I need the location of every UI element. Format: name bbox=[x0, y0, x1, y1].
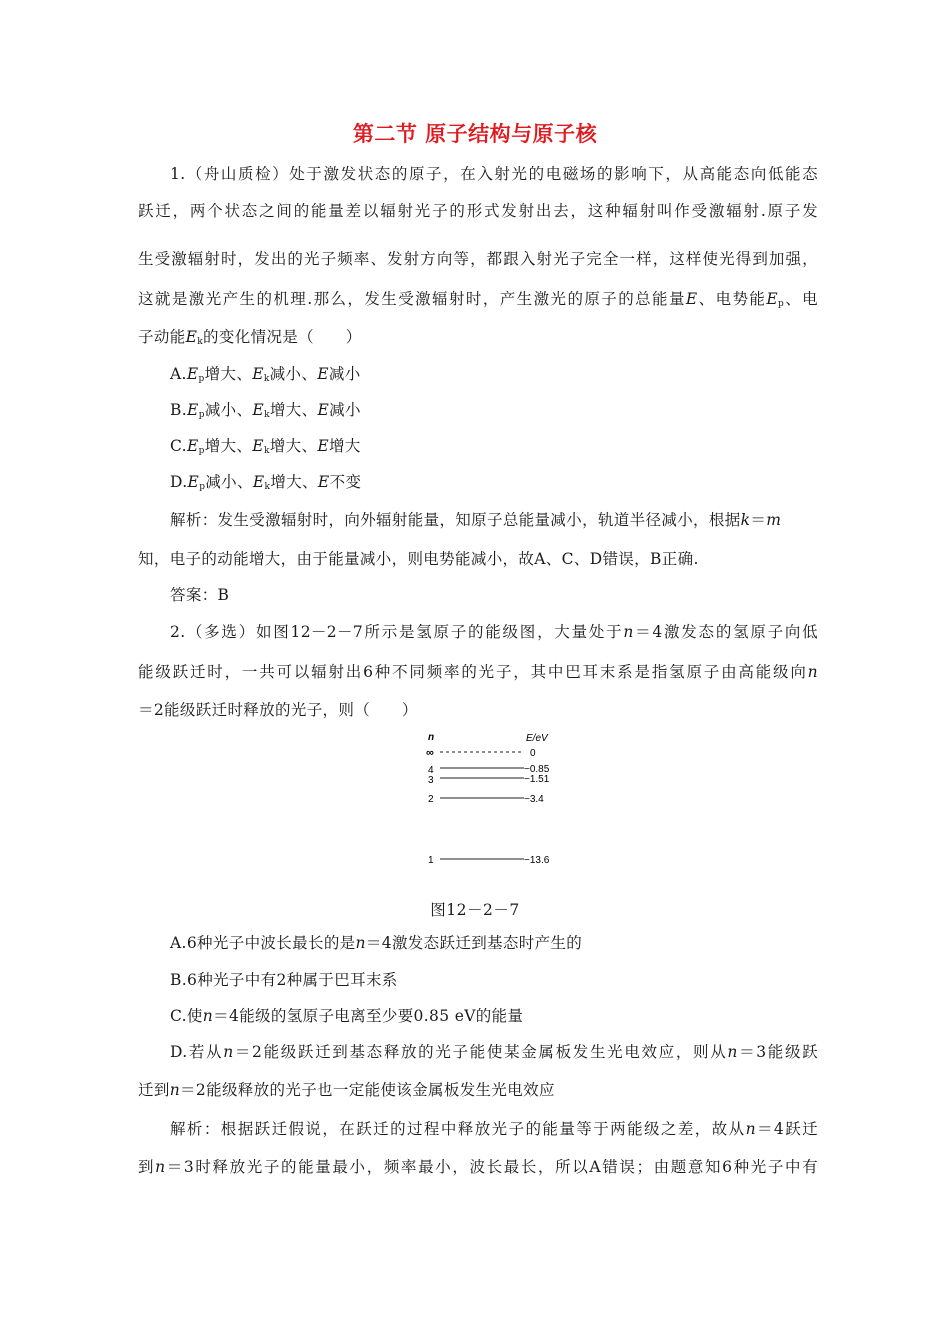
option-b-label: B. bbox=[170, 401, 188, 419]
analysis-text-b: ＝4跃迁 bbox=[755, 1120, 818, 1138]
q1-option-c bbox=[170, 436, 850, 461]
q2-option-c bbox=[170, 1006, 850, 1026]
symbol-k: k bbox=[740, 511, 751, 529]
symbol-e: E bbox=[317, 437, 330, 455]
symbol-ep: E bbox=[187, 473, 200, 491]
analysis-text: 解析：发生受激辐射时，向外辐射能量，知原子总能量减小，轨道半径减小，根据 bbox=[170, 511, 741, 529]
q1-answer: 答案：B bbox=[170, 586, 230, 604]
q2-option-d-line-1 bbox=[170, 1042, 818, 1062]
q2-analysis-line-2 bbox=[138, 1157, 818, 1177]
option-d-text-e: ＝2能级释放的光子也一定能使该金属板发生光电效应 bbox=[180, 1081, 555, 1099]
option-a-label: A. bbox=[170, 365, 187, 383]
symbol-e: E bbox=[317, 401, 330, 419]
q1-line-3: 生受激辐射时，发出的光子频率、发射方向等，都跟入射光子完全一样，这样使光得到加强， bbox=[138, 250, 818, 268]
subscript-k: k bbox=[264, 410, 270, 420]
q2-line-2-text: 能级跃迁时，一共可以辐射出6种不同频率的光子，其中巴耳末系是指氢原子由高能级向 bbox=[138, 663, 808, 681]
option-b-text-b: 增大、 bbox=[269, 401, 318, 419]
analysis-equals: ＝ bbox=[750, 511, 767, 529]
option-a-text-b: ＝4激发态跃迁到基态时产生的 bbox=[365, 934, 583, 952]
level-energy-value: −1.51 bbox=[524, 774, 550, 785]
symbol-n: n bbox=[202, 1007, 214, 1025]
level-energy-value: −0.85 bbox=[524, 764, 550, 775]
symbol-e: E bbox=[317, 473, 330, 491]
q1-line-2: 跃迁，两个状态之间的能量差以辐射光子的形式发射出去，这种辐射叫作受激辐射.原子发 bbox=[138, 202, 818, 220]
section-title: 第二节 原子结构与原子核 bbox=[352, 122, 598, 146]
subscript-k: k bbox=[264, 482, 271, 492]
symbol-ep: E bbox=[766, 290, 779, 308]
subscript-p: p bbox=[198, 410, 205, 420]
level-energy-value: 0 bbox=[530, 748, 536, 759]
figure-caption: 图12－2－7 bbox=[430, 901, 520, 919]
q2-analysis-line-1 bbox=[170, 1119, 818, 1139]
option-a-text-b: 减小、 bbox=[269, 365, 318, 383]
level-label-n: ∞ bbox=[426, 747, 434, 759]
q1-line-5-text-b: 的变化情况是（ ） bbox=[203, 328, 362, 346]
level-energy-value: −3.4 bbox=[524, 794, 544, 805]
subscript-p: p bbox=[199, 482, 206, 492]
level-label-n: 3 bbox=[428, 775, 434, 786]
level-label-n: 2 bbox=[428, 794, 434, 805]
option-c-text-b: ＝4能级的氢原子电离至少要0.85 eV的能量 bbox=[213, 1007, 524, 1025]
q1-option-a bbox=[170, 364, 850, 389]
option-a-text: A.6种光子中波长最长的是 bbox=[170, 934, 356, 952]
option-d-text-c: 不变 bbox=[329, 473, 362, 491]
symbol-ek: E bbox=[185, 328, 198, 346]
option-c-text-b: 增大、 bbox=[269, 437, 318, 455]
q1-line-5 bbox=[138, 327, 818, 352]
symbol-n: n bbox=[355, 934, 366, 952]
axis-label-energy: E/eV bbox=[526, 733, 548, 744]
option-d-text-d: 迁到 bbox=[138, 1081, 170, 1099]
q2-option-a bbox=[170, 933, 850, 953]
symbol-ek: E bbox=[252, 473, 265, 491]
q1-analysis-line-1 bbox=[170, 510, 820, 530]
subscript-k: k bbox=[263, 374, 270, 384]
option-d-text: D.若从 bbox=[170, 1043, 224, 1061]
level-label-n: 4 bbox=[428, 765, 434, 776]
symbol-n: n bbox=[807, 663, 818, 681]
q1-line-1: 1.（舟山质检）处于激发状态的原子，在入射光的电磁场的影响下，从高能态向低能态 bbox=[170, 165, 818, 183]
subscript-p: p bbox=[778, 299, 785, 309]
symbol-n: n bbox=[745, 1120, 756, 1138]
q2-line-1-text-b: ＝4激发态的氢原子向低 bbox=[633, 623, 818, 641]
q2-option-d-line-2 bbox=[138, 1080, 818, 1100]
symbol-ep: E bbox=[187, 401, 199, 419]
q1-line-4-text: 这就是激光产生的机理.那么，发生受激辐射时，产生激光的原子的总能量 bbox=[138, 290, 686, 308]
option-c-text: C.使 bbox=[170, 1007, 203, 1025]
option-d-text: 减小、 bbox=[205, 473, 253, 491]
symbol-ep: E bbox=[186, 437, 199, 455]
option-d-text-b: ＝2能级跃迁到基态释放的光子能使某金属板发生光电效应，则从 bbox=[233, 1043, 728, 1061]
option-a-text: 增大、 bbox=[204, 365, 253, 383]
q2-option-b: B.6种光子中有2种属于巴耳末系 bbox=[170, 971, 398, 989]
q2-line-1-text: 2.（多选）如图12－2－7所示是氢原子的能级图，大量处于 bbox=[170, 623, 624, 641]
option-c-text-c: 增大 bbox=[329, 437, 361, 455]
subscript-k: k bbox=[197, 337, 204, 347]
q2-line-3: ＝2能级跃迁时释放的光子，则（ ） bbox=[138, 701, 418, 719]
option-d-label: D. bbox=[170, 473, 188, 491]
symbol-n: n bbox=[223, 1043, 234, 1061]
q1-line-5-text: 子动能 bbox=[138, 328, 186, 346]
symbol-n: n bbox=[155, 1158, 166, 1176]
symbol-n: n bbox=[727, 1043, 738, 1061]
level-label-n: 1 bbox=[428, 855, 434, 866]
symbol-n: n bbox=[623, 623, 634, 641]
q2-line-1 bbox=[170, 622, 818, 642]
symbol-ek: E bbox=[252, 401, 265, 419]
level-energy-value: −13.6 bbox=[524, 855, 550, 866]
q1-option-d bbox=[170, 472, 850, 497]
q1-option-b bbox=[170, 400, 850, 425]
symbol-ek: E bbox=[252, 365, 264, 383]
q1-line-4-text-b: 、电势能 bbox=[697, 290, 767, 308]
analysis-text-c: 到 bbox=[138, 1158, 156, 1176]
q1-analysis-line-2: 知，电子的动能增大，由于能量减小，则电势能减小，故A、C、D错误，B正确. bbox=[138, 550, 699, 568]
q2-line-2 bbox=[138, 662, 818, 682]
symbol-ep: E bbox=[186, 365, 199, 383]
axis-label-n: n bbox=[428, 732, 435, 743]
symbol-n: n bbox=[169, 1081, 181, 1099]
subscript-p: p bbox=[198, 374, 205, 384]
subscript-p: p bbox=[198, 446, 205, 456]
q1-line-4-text-c: 、电 bbox=[784, 290, 819, 308]
option-d-text-b: 增大、 bbox=[270, 473, 318, 491]
option-b-text: 减小、 bbox=[204, 401, 253, 419]
symbol-e: E bbox=[685, 290, 698, 308]
option-c-text: 增大、 bbox=[204, 437, 253, 455]
analysis-text: 解析：根据跃迁假说，在跃迁的过程中释放光子的能量等于两能级之差，故从 bbox=[170, 1120, 746, 1138]
option-a-text-c: 减小 bbox=[328, 365, 361, 383]
symbol-ek: E bbox=[252, 437, 264, 455]
symbol-m: m bbox=[766, 511, 782, 529]
analysis-text-d: ＝3时释放光子的能量最小，频率最小，波长最长，所以A错误；由题意知6种光子中有 bbox=[165, 1158, 818, 1176]
subscript-k: k bbox=[263, 446, 270, 456]
q1-line-4 bbox=[138, 289, 818, 314]
option-c-label: C. bbox=[170, 437, 187, 455]
option-b-text-c: 减小 bbox=[329, 401, 361, 419]
option-d-text-c: ＝3能级跃 bbox=[737, 1043, 818, 1061]
energy-level-diagram bbox=[420, 730, 580, 870]
symbol-e: E bbox=[317, 365, 329, 383]
